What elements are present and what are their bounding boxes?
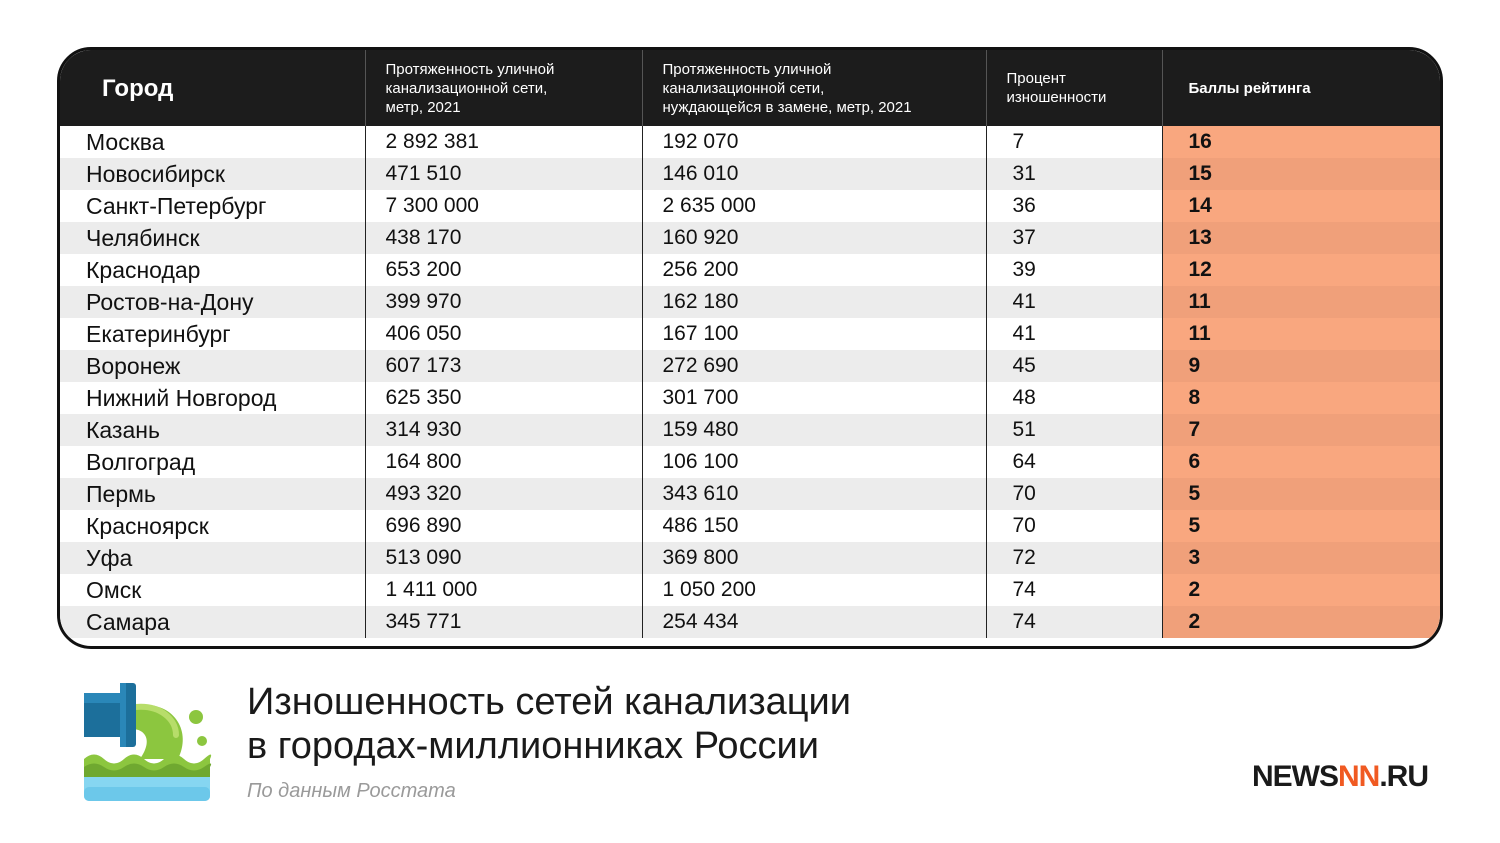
cell-replacement-length: 343 610 xyxy=(642,478,986,510)
cell-network-length: 471 510 xyxy=(365,158,642,190)
cell-replacement-length: 106 100 xyxy=(642,446,986,478)
cell-city: Казань xyxy=(60,414,365,446)
header-rating-score: Баллы рейтинга xyxy=(1188,79,1311,97)
table-row xyxy=(60,126,1440,158)
table-row xyxy=(60,446,1440,478)
cell-wear-percent: 74 xyxy=(986,606,1162,638)
cell-network-length: 625 350 xyxy=(365,382,642,414)
rating-table xyxy=(60,50,1440,638)
table-row xyxy=(60,158,1440,190)
cell-rating-score: 11 xyxy=(1162,318,1440,350)
cell-network-length: 607 173 xyxy=(365,350,642,382)
table-row xyxy=(60,190,1440,222)
cell-network-length: 314 930 xyxy=(365,414,642,446)
cell-city: Новосибирск xyxy=(60,158,365,190)
cell-city: Волгоград xyxy=(60,446,365,478)
cell-wear-percent: 31 xyxy=(986,158,1162,190)
cell-rating-score: 3 xyxy=(1162,542,1440,574)
table-row xyxy=(60,318,1440,350)
cell-replacement-length: 369 800 xyxy=(642,542,986,574)
header-network-length: Протяженность уличной канализационной сети, метр, 2021 xyxy=(365,50,642,126)
cell-network-length: 653 200 xyxy=(365,254,642,286)
cell-rating-score: 8 xyxy=(1162,382,1440,414)
cell-city: Самара xyxy=(60,606,365,638)
cell-city: Ростов-на-Дону xyxy=(60,286,365,318)
header-replacement-length: Протяженность уличной канализационной сети, нуждающейся в замене, метр, 2021 xyxy=(642,50,986,126)
cell-wear-percent: 74 xyxy=(986,574,1162,606)
cell-wear-percent: 70 xyxy=(986,478,1162,510)
header-city: Город xyxy=(60,50,365,126)
cell-rating-score: 7 xyxy=(1162,414,1440,446)
cell-rating-score: 5 xyxy=(1162,510,1440,542)
cell-network-length: 399 970 xyxy=(365,286,642,318)
cell-wear-percent: 7 xyxy=(986,126,1162,158)
cell-network-length: 438 170 xyxy=(365,222,642,254)
cell-network-length: 493 320 xyxy=(365,478,642,510)
data-source-note: По данным Росстата xyxy=(247,780,456,802)
cell-city: Воронеж xyxy=(60,350,365,382)
cell-wear-percent: 36 xyxy=(986,190,1162,222)
cell-rating-score: 2 xyxy=(1162,606,1440,638)
table-row xyxy=(60,478,1440,510)
table-row xyxy=(60,510,1440,542)
table-row xyxy=(60,606,1440,638)
table-header-row xyxy=(60,50,1440,126)
cell-rating-score: 9 xyxy=(1162,350,1440,382)
cell-network-length: 696 890 xyxy=(365,510,642,542)
cell-replacement-length: 160 920 xyxy=(642,222,986,254)
cell-rating-score: 15 xyxy=(1162,158,1440,190)
cell-wear-percent: 64 xyxy=(986,446,1162,478)
cell-wear-percent: 72 xyxy=(986,542,1162,574)
cell-replacement-length: 256 200 xyxy=(642,254,986,286)
cell-replacement-length: 162 180 xyxy=(642,286,986,318)
table-body xyxy=(60,126,1440,638)
cell-network-length: 2 892 381 xyxy=(365,126,642,158)
cell-network-length: 1 411 000 xyxy=(365,574,642,606)
cell-wear-percent: 41 xyxy=(986,318,1162,350)
cell-replacement-length: 301 700 xyxy=(642,382,986,414)
rating-table-container xyxy=(57,47,1443,649)
table-row xyxy=(60,574,1440,606)
sewer-pipe-icon xyxy=(80,683,212,803)
cell-rating-score: 11 xyxy=(1162,286,1440,318)
cell-network-length: 406 050 xyxy=(365,318,642,350)
cell-replacement-length: 167 100 xyxy=(642,318,986,350)
cell-replacement-length: 486 150 xyxy=(642,510,986,542)
cell-wear-percent: 45 xyxy=(986,350,1162,382)
cell-rating-score: 2 xyxy=(1162,574,1440,606)
table-row xyxy=(60,542,1440,574)
cell-city: Омск xyxy=(60,574,365,606)
cell-rating-score: 16 xyxy=(1162,126,1440,158)
cell-network-length: 513 090 xyxy=(365,542,642,574)
cell-replacement-length: 2 635 000 xyxy=(642,190,986,222)
table-row xyxy=(60,350,1440,382)
cell-wear-percent: 37 xyxy=(986,222,1162,254)
cell-rating-score: 12 xyxy=(1162,254,1440,286)
cell-replacement-length: 254 434 xyxy=(642,606,986,638)
cell-city: Санкт-Петербург xyxy=(60,190,365,222)
table-row xyxy=(60,414,1440,446)
cell-city: Красноярск xyxy=(60,510,365,542)
cell-rating-score: 6 xyxy=(1162,446,1440,478)
cell-city: Челябинск xyxy=(60,222,365,254)
cell-wear-percent: 39 xyxy=(986,254,1162,286)
cell-network-length: 164 800 xyxy=(365,446,642,478)
infographic-title: Изношенность сетей канализации в городах-миллионниках России xyxy=(247,681,851,767)
cell-city: Нижний Новгород xyxy=(60,382,365,414)
cell-city: Москва xyxy=(60,126,365,158)
table-row xyxy=(60,382,1440,414)
cell-city: Уфа xyxy=(60,542,365,574)
cell-city: Краснодар xyxy=(60,254,365,286)
cell-replacement-length: 192 070 xyxy=(642,126,986,158)
cell-network-length: 345 771 xyxy=(365,606,642,638)
cell-wear-percent: 48 xyxy=(986,382,1162,414)
cell-wear-percent: 70 xyxy=(986,510,1162,542)
cell-rating-score: 13 xyxy=(1162,222,1440,254)
table-row xyxy=(60,254,1440,286)
cell-rating-score: 5 xyxy=(1162,478,1440,510)
cell-wear-percent: 51 xyxy=(986,414,1162,446)
cell-replacement-length: 272 690 xyxy=(642,350,986,382)
header-wear-percent: Процент изношенности xyxy=(986,50,1162,126)
table-row xyxy=(60,222,1440,254)
cell-rating-score: 14 xyxy=(1162,190,1440,222)
table-row xyxy=(60,286,1440,318)
cell-replacement-length: 1 050 200 xyxy=(642,574,986,606)
newsnn-logo: NEWSNN.RU xyxy=(1252,760,1429,793)
cell-replacement-length: 146 010 xyxy=(642,158,986,190)
cell-city: Екатеринбург xyxy=(60,318,365,350)
cell-network-length: 7 300 000 xyxy=(365,190,642,222)
cell-city: Пермь xyxy=(60,478,365,510)
cell-replacement-length: 159 480 xyxy=(642,414,986,446)
cell-wear-percent: 41 xyxy=(986,286,1162,318)
